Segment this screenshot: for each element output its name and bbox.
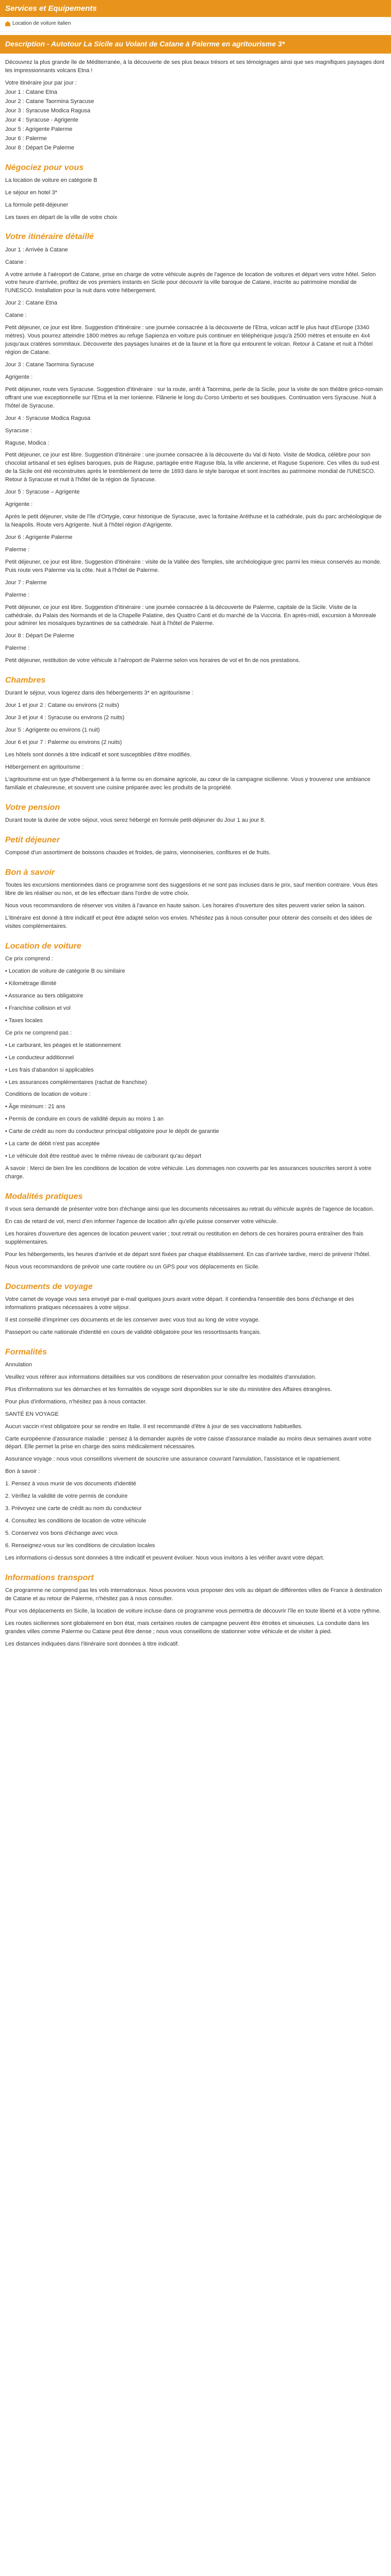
section-paragraph: Votre carnet de voyage vous sera envoyé par e-mail quelques jours avant votre départ. Il contiendra l'ensemble des bons d'échange et des informations pratiques nécessaires à votre séjour.: [5, 1296, 354, 1311]
section-body: [5, 689, 386, 792]
section-paragraph: 5. Conservez vos bons d'échange avec vous: [5, 1530, 118, 1536]
section-paragraph: Après le petit déjeuner, visite de l'île d'Ortygie, cœur historique de Syracuse, avec la fontaine Aréthuse et la cathédrale, puis du parc archéologique de la Neapolis. Route vers Agrigente. Nuit à l'hôtel région d'Agrigente.: [5, 514, 382, 528]
intro-paragraph: Jour 4 : Syracuse - Agrigente: [5, 116, 78, 123]
section-paragraph: Jour 4 : Syracuse Modica Ragusa: [5, 415, 91, 421]
section-paragraph: Ce prix comprend :: [5, 956, 53, 962]
section-paragraph: En cas de retard de vol, merci d'en informer l'agence de location afin qu'elle puisse conserver votre véhicule.: [5, 1218, 278, 1225]
section-paragraph: A savoir : Merci de bien lire les conditions de location de votre véhicule. Les dommages non couverts par les assurances souscrites seront à votre charge.: [5, 1165, 371, 1180]
section-paragraph: Toutes les excursions mentionnées dans ce programme sont des suggestions et ne sont pas incluses dans le prix, sauf mention contraire. Vous êtes libre de les réaliser ou non, et de les effectuer dans l'ordre de votre choix.: [5, 882, 378, 897]
intro-paragraph: Jour 1 : Catane Etna: [5, 89, 57, 95]
section-paragraph: Les informations ci-dessus sont données à titre indicatif et peuvent évoluer. Nous vous invitons à les vérifier avant votre départ.: [5, 1554, 324, 1561]
section-paragraph: 3. Prévoyez une carte de crédit au nom du conducteur: [5, 1505, 142, 1512]
section-paragraph: Raguse, Modica :: [5, 439, 50, 446]
section-body: [5, 1361, 386, 1563]
section-paragraph: Jour 1 et jour 2 : Catane ou environs (2 nuits): [5, 702, 119, 709]
section-title: Chambres: [5, 676, 46, 685]
section-paragraph: • Franchise collision et vol: [5, 1005, 71, 1011]
section-paragraph: Veuillez vous référer aux informations détaillées sur vos conditions de réservation pour connaître les modalités d'annulation.: [5, 1374, 317, 1380]
description-title: Description - Autotour La Sicile au Volant de Catane à Palerme en agritourisme 3*: [5, 39, 285, 48]
section-paragraph: Il vous sera demandé de présenter votre bon d'échange ainsi que les documents nécessaires au retrait du véhicule auprès de l'agence de location.: [5, 1206, 374, 1213]
section-paragraph: 2. Vérifiez la validité de votre permis de conduire: [5, 1493, 128, 1500]
section-paragraph: Pour vos déplacements en Sicile, la location de voiture incluse dans ce programme vous permettra de découvrir l'île en toute liberté et à votre rythme.: [5, 1607, 381, 1614]
section-paragraph: Pour les hébergements, les heures d'arrivée et de départ sont fixées par chaque établissement. En cas d'arrivée tardive, merci de prévenir l'hôtel.: [5, 1251, 371, 1258]
intro-paragraph: Découvrez la plus grande île de Méditerranée, à la découverte de ses plus beaux trésors et ses témoignages ainsi que ses magnifiques paysages dont les impressionnants volcans Etna !: [5, 59, 384, 74]
section-paragraph: Jour 6 : Agrigente Palerme: [5, 534, 73, 540]
section-title: Informations transport: [5, 1573, 94, 1582]
tab-car-rental[interactable]: [5, 20, 71, 28]
intro-paragraph: Votre itinéraire jour par jour :: [5, 80, 77, 86]
section-paragraph: Jour 6 et jour 7 : Palerme ou environs (2 nuits): [5, 739, 122, 746]
section-paragraph: Jour 5 : Agrigente ou environs (1 nuit): [5, 727, 100, 734]
tab-bar: [0, 17, 391, 32]
section-paragraph: Agrigente :: [5, 501, 33, 508]
section-title: Documents de voyage: [5, 1282, 93, 1291]
section-paragraph: Carte européenne d'assurance maladie : pensez à la demander auprès de votre caisse d'assurance maladie au moins deux semaines avant votre départ. Elle permet la prise en charge des soins médicalement nécessaires.: [5, 1435, 371, 1450]
section-paragraph: Les taxes en départ de la ville de votre choix: [5, 214, 118, 221]
section-paragraph: La formule petit-déjeuner: [5, 201, 69, 208]
section-paragraph: 4. Consultez les conditions de location de votre véhicule: [5, 1518, 146, 1524]
description-banner: [0, 35, 391, 54]
section-title: Bon à savoir: [5, 868, 55, 877]
section-title: Négociez pour vous: [5, 163, 84, 172]
section-title: Formalités: [5, 1347, 47, 1357]
section-paragraph: Petit déjeuner, route vers Syracuse. Suggestion d'itinéraire : sur la route, arrêt à Taormina, perle de la Sicile, pour la visite de son théâtre gréco-romain offrant une vue exceptionnelle sur l'Etna et la mer Ionienne. Flânerie le long du Corso Umberto et ses boutiques. Continuation vers Syracuse. Nuit à l'hôtel de Syracuse.: [5, 386, 383, 409]
section-body: [5, 1587, 386, 1649]
section-paragraph: Il est conseillé d'imprimer ces documents et de les conserver avec vous tout au long de votre voyage.: [5, 1316, 260, 1323]
top-bar: [0, 0, 391, 17]
section-paragraph: Petit déjeuner, ce jour est libre. Suggestion d'itinéraire : une journée consacrée à la découverte de l'Etna, volcan actif le plus haut d'Europe (3340 mètres). Vous pourrez atteindre 1800 mètres au refuge Sapienza en voiture puis continuer en téléphérique jusqu'à 2500 mètres et ensuite en 4x4 jusqu'aux cratères sommitaux. Découverte des paysages lunaires et de la faune et la flore qui entourent le volcan. Retour à Catane et nuit à l'hôtel région de Catane.: [5, 325, 373, 355]
section-paragraph: SANTÉ EN VOYAGE: [5, 1411, 59, 1417]
section-paragraph: Jour 8 : Départ De Palerme: [5, 633, 74, 639]
section-paragraph: Petit déjeuner, ce jour est libre. Suggestion d'itinéraire : une journée consacrée à la découverte du Val di Noto. Visite de Modica, célèbre pour son chocolat artisanal et ses églises baroques, puis de Raguse, partagée entre Raguse Ibla, la ville ancienne, et Raguse Superiore. Ces villes du sud-est de la Sicile ont été reconstruites après le tremblement de terre de 1693 dans le style baroque et sont inscrites au patrimoine mondial de l'UNESCO. Retour à Syracuse et nuit à l'hôtel de la région de Syracuse.: [5, 452, 380, 483]
section-paragraph: Syracuse :: [5, 427, 32, 434]
intro-paragraph: Jour 3 : Syracuse Modica Ragusa: [5, 107, 91, 114]
section-paragraph: Aucun vaccin n'est obligatoire pour se rendre en Italie. Il est recommandé d'être à jour de ses vaccinations habituelles.: [5, 1423, 303, 1430]
section-body: [5, 955, 386, 1181]
section-paragraph: Hébergement en agritourisme :: [5, 764, 84, 770]
section-paragraph: Jour 5 : Syracuse – Agrigente: [5, 489, 80, 496]
section-paragraph: Palerme :: [5, 546, 30, 553]
section-paragraph: Les hôtels sont donnés à titre indicatif et sont susceptibles d'être modifiés.: [5, 752, 192, 758]
intro-block: [5, 59, 386, 152]
section-title: Votre pension: [5, 803, 60, 812]
main-content: [0, 54, 391, 1663]
home-icon: [5, 21, 10, 26]
section-paragraph: Jour 7 : Palerme: [5, 579, 47, 586]
intro-paragraph: Jour 6 : Palerme: [5, 135, 47, 142]
section-title: Location de voiture: [5, 941, 82, 951]
section-paragraph: • Le conducteur additionnel: [5, 1054, 74, 1061]
section-paragraph: Durant toute la durée de votre séjour, vous serez hébergé en formule petit-déjeuner du Jour 1 au jour 8.: [5, 817, 266, 823]
section-paragraph: • Carte de crédit au nom du conducteur principal obligatoire pour le dépôt de garantie: [5, 1128, 219, 1135]
section-paragraph: • Âge minimum : 21 ans: [5, 1104, 66, 1110]
section-paragraph: Le séjour en hotel 3*: [5, 189, 57, 196]
section-paragraph: • La carte de débit n'est pas acceptée: [5, 1141, 100, 1147]
section-body: [5, 1206, 386, 1272]
section-paragraph: Conditions de location de voiture :: [5, 1091, 91, 1098]
section-paragraph: Annulation: [5, 1361, 32, 1368]
section-paragraph: Les routes siciliennes sont globalement en bon état, mais certaines routes de campagne peuvent être étroites et sinueuses. La conduite dans les grandes villes comme Palerme ou Catane peut être dense ; nous vous conseillons de stationner votre véhicule et de visiter à pied.: [5, 1620, 369, 1635]
section-paragraph: Petit déjeuner, ce jour est libre. Suggestion d'itinéraire : visite de la Vallée des Temples, site archéologique grec parmi les mieux conservés au monde. Puis route vers Palerme via la côte. Nuit à l'hôtel de Palerme.: [5, 558, 382, 573]
intro-paragraph: Jour 8 : Départ De Palerme: [5, 144, 74, 151]
section-paragraph: Catane :: [5, 259, 27, 265]
section-title: Votre itinéraire détaillé: [5, 232, 94, 242]
section-paragraph: A votre arrivée à l'aéroport de Catane, prise en charge de votre véhicule auprès de l'agence de location de voitures et départ vers votre hôtel. Selon votre heure d'arrivée, profitez de vos premiers instants en Sicile pour découvrir la ville baroque de Catane, inscrite au patrimoine mondial de l'UNESCO. Installation pour la nuit dans votre hébergement.: [5, 271, 376, 294]
section-paragraph: • Le véhicule doit être restitué avec le même niveau de carburant qu'au départ: [5, 1153, 202, 1160]
section-paragraph: • Les frais d'abandon si applicables: [5, 1066, 94, 1073]
section-title: Modalités pratiques: [5, 1192, 83, 1201]
section-paragraph: 1. Pensez à vous munir de vos documents d'identité: [5, 1481, 137, 1487]
section-paragraph: Petit déjeuner, restitution de votre véhicule à l'aéroport de Palerme selon vos horaires de vol et fin de nos prestations.: [5, 657, 300, 664]
section-paragraph: L'agritourisme est un type d'hébergement à la ferme ou en domaine agricole, au cœur de la campagne sicilienne. Vous y trouverez une ambiance familiale et chaleureuse, et souvent une cuisine préparée avec les produits de la propriété.: [5, 776, 370, 791]
section-paragraph: • Le carburant, les péages et le stationnement: [5, 1042, 121, 1048]
section-paragraph: Bon à savoir :: [5, 1468, 40, 1475]
section-body: [5, 882, 386, 931]
section-paragraph: Plus d'informations sur les démarches et les formalités de voyage sont disponibles sur le site du ministère des Affaires étrangères.: [5, 1386, 332, 1393]
section-paragraph: 6. Renseignez-vous sur les conditions de circulation locales: [5, 1542, 155, 1549]
section-paragraph: Les distances indiquées dans l'itinéraire sont données à titre indicatif.: [5, 1640, 180, 1647]
section-paragraph: Agrigente :: [5, 374, 33, 380]
section-paragraph: Jour 3 et jour 4 : Syracuse ou environs (2 nuits): [5, 715, 125, 721]
section-paragraph: • Location de voiture de catégorie B ou similaire: [5, 968, 125, 975]
section-paragraph: Jour 2 : Catane Etna: [5, 300, 57, 307]
section-paragraph: Petit déjeuner, ce jour est libre. Suggestion d'itinéraire : une journée consacrée à la découverte de Palerme, capitale de la Sicile. Visite de la cathédrale, du Palais des Normands et de la Chapelle Palatine, des Quattro Canti et du marché de la Vucciria. En après-midi, excursion à Monreale pour admirer les mosaïques byzantines de sa cathédrale. Nuit à l'hôtel de Palerme.: [5, 604, 377, 627]
section-body: [5, 849, 386, 857]
section-paragraph: • Kilométrage illimité: [5, 980, 57, 987]
section-paragraph: Ce prix ne comprend pas :: [5, 1029, 72, 1036]
intro-paragraph: Jour 5 : Agrigente Palerme: [5, 126, 73, 132]
services-title: Services et Equipements: [5, 4, 97, 13]
section-paragraph: Composé d'un assortiment de boissons chaudes et froides, de pains, viennoiseries, confitures et de fruits.: [5, 850, 271, 856]
section-paragraph: • Assurance au tiers obligatoire: [5, 992, 84, 999]
sections-container: [5, 162, 386, 1649]
section-paragraph: Les horaires d'ouverture des agences de location peuvent varier ; tout retrait ou restitution en dehors de ces horaires pourra entraîner des frais supplémentaires.: [5, 1231, 364, 1245]
section-paragraph: • Permis de conduire en cours de validité depuis au moins 1 an: [5, 1116, 164, 1123]
section-body: [5, 817, 386, 825]
intro-paragraph: Jour 2 : Catane Taormina Syracuse: [5, 98, 94, 105]
section-paragraph: L'itinéraire est donné à titre indicatif et peut être adapté selon vos envies. N'hésitez pas à nous consulter pour obtenir des conseils et des idées de visites complémentaires.: [5, 915, 372, 929]
section-paragraph: Catane :: [5, 312, 27, 319]
section-paragraph: • Taxes locales: [5, 1017, 43, 1024]
section-paragraph: Jour 3 : Catane Taormina Syracuse: [5, 361, 94, 368]
section-title: Petit déjeuner: [5, 835, 60, 844]
section-paragraph: Durant le séjour, vous logerez dans des hébergements 3* en agritourisme :: [5, 690, 194, 697]
section-body: [5, 1296, 386, 1337]
section-body: [5, 246, 386, 666]
section-paragraph: Ce programme ne comprend pas les vols internationaux. Nous pouvons vous proposer des vols au départ de différentes villes de France à destination de Catane et au retour de Palerme, n'hésitez pas à nous consulter.: [5, 1587, 382, 1602]
section-paragraph: Passeport ou carte nationale d'identité en cours de validité obligatoire pour les ressortissants français.: [5, 1329, 262, 1335]
section-paragraph: Pour plus d'informations, n'hésitez pas à nous contacter.: [5, 1398, 147, 1405]
tab-label: Location de voiture italien: [12, 20, 71, 26]
section-paragraph: Nous vous recommandons de prévoir une carte routière ou un GPS pour vos déplacements en Sicile.: [5, 1263, 260, 1270]
section-body: [5, 177, 386, 222]
section-paragraph: La location de voiture en catégorie B: [5, 177, 97, 183]
section-paragraph: Nous vous recommandons de réserver vos visites à l'avance en haute saison. Les horaires d'ouverture des sites peuvent varier selon la saison.: [5, 903, 366, 909]
section-paragraph: • Les assurances complémentaires (rachat de franchise): [5, 1079, 147, 1086]
section-paragraph: Palerme :: [5, 591, 30, 598]
section-paragraph: Palerme :: [5, 645, 30, 652]
section-paragraph: Assurance voyage : nous vous conseillons vivement de souscrire une assurance couvrant l'annulation, l'assistance et le rapatriement.: [5, 1456, 341, 1463]
section-paragraph: Jour 1 : Arrivée à Catane: [5, 246, 68, 253]
